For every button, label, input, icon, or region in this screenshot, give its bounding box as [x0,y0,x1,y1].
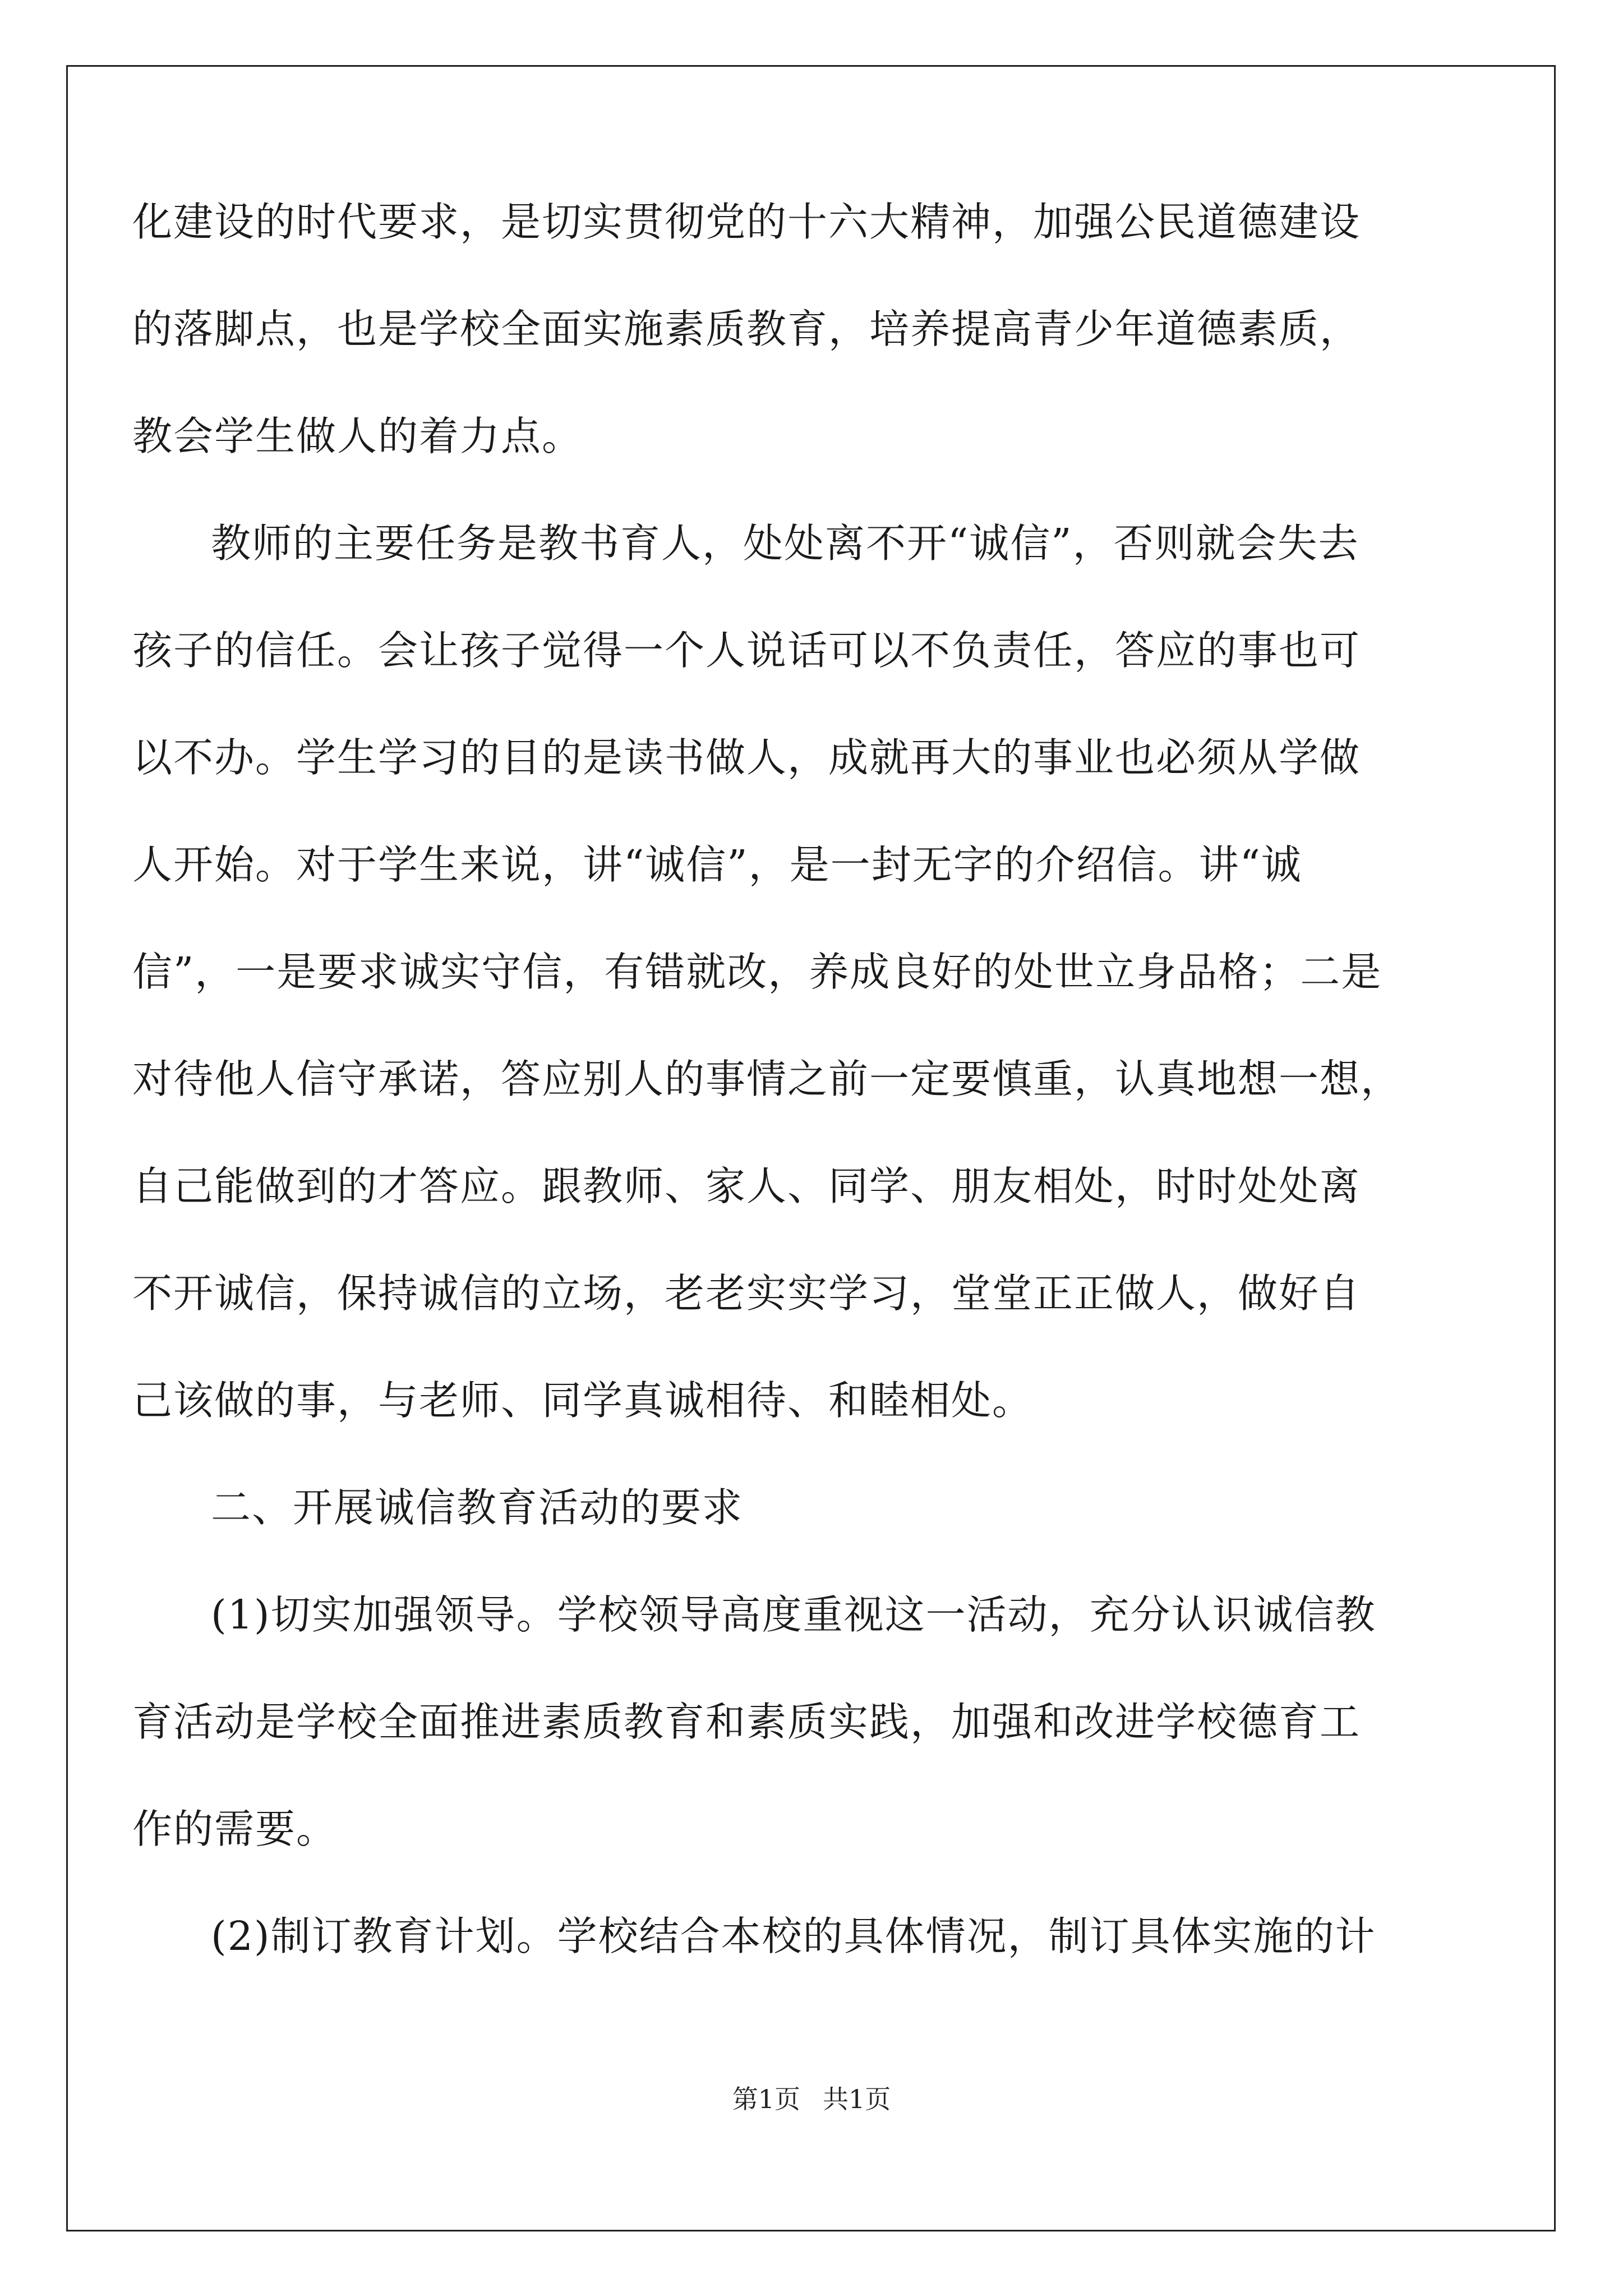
text-line-10: 自己能做到的才答应。跟教师、家人、同学、朋友相处，时时处处离 [132,1163,1361,1209]
page-footer [0,2082,1623,2116]
text-line-7: 人开始。对于学生来说，讲“诚信”，是一封无字的介绍信。讲“诚 [132,841,1302,888]
page-total: 共1页 [823,2084,891,2114]
text-line-9: 对待他人信守承诺，答应别人的事情之前一定要慎重，认真地想一想， [132,1056,1402,1102]
document-body [132,168,1490,1990]
text-line-16: 作的需要。 [132,1806,338,1852]
text-line-1: 化建设的时代要求，是切实贯彻党的十六大精神，加强公民道德建设 [132,199,1361,245]
text-line-17: (2)制订教育计划。学校结合本校的具体情况，制订具体实施的计 [211,1913,1376,1959]
text-line-6: 以不办。学生学习的目的是读书做人，成就再大的事业也必须从学做 [132,734,1361,781]
text-line-3: 教会学生做人的着力点。 [132,413,583,459]
text-line-8: 信”，一是要求诚实守信，有错就改，养成良好的处世立身品格；二是 [132,949,1382,995]
page-number: 第1页 [732,2084,800,2114]
section-heading: 二、开展诚信教育活动的要求 [211,1484,744,1531]
text-line-4: 教师的主要任务是教书育人，处处离不开“诚信”，否则就会失去 [211,520,1359,567]
text-line-12: 己该做的事，与老师、同学真诚相待、和睦相处。 [132,1377,1034,1424]
text-line-11: 不开诚信，保持诚信的立场，老老实实学习，堂堂正正做人，做好自 [132,1270,1361,1317]
text-line-15: 育活动是学校全面推进素质教育和素质实践，加强和改进学校德育工 [132,1699,1361,1745]
text-line-5: 孩子的信任。会让孩子觉得一个人说话可以不负责任，答应的事也可 [132,627,1361,674]
text-line-2: 的落脚点，也是学校全面实施素质教育，培养提高青少年道德素质， [132,306,1361,352]
text-line-14: (1)切实加强领导。学校领导高度重视这一活动，充分认识诚信教 [211,1591,1376,1638]
